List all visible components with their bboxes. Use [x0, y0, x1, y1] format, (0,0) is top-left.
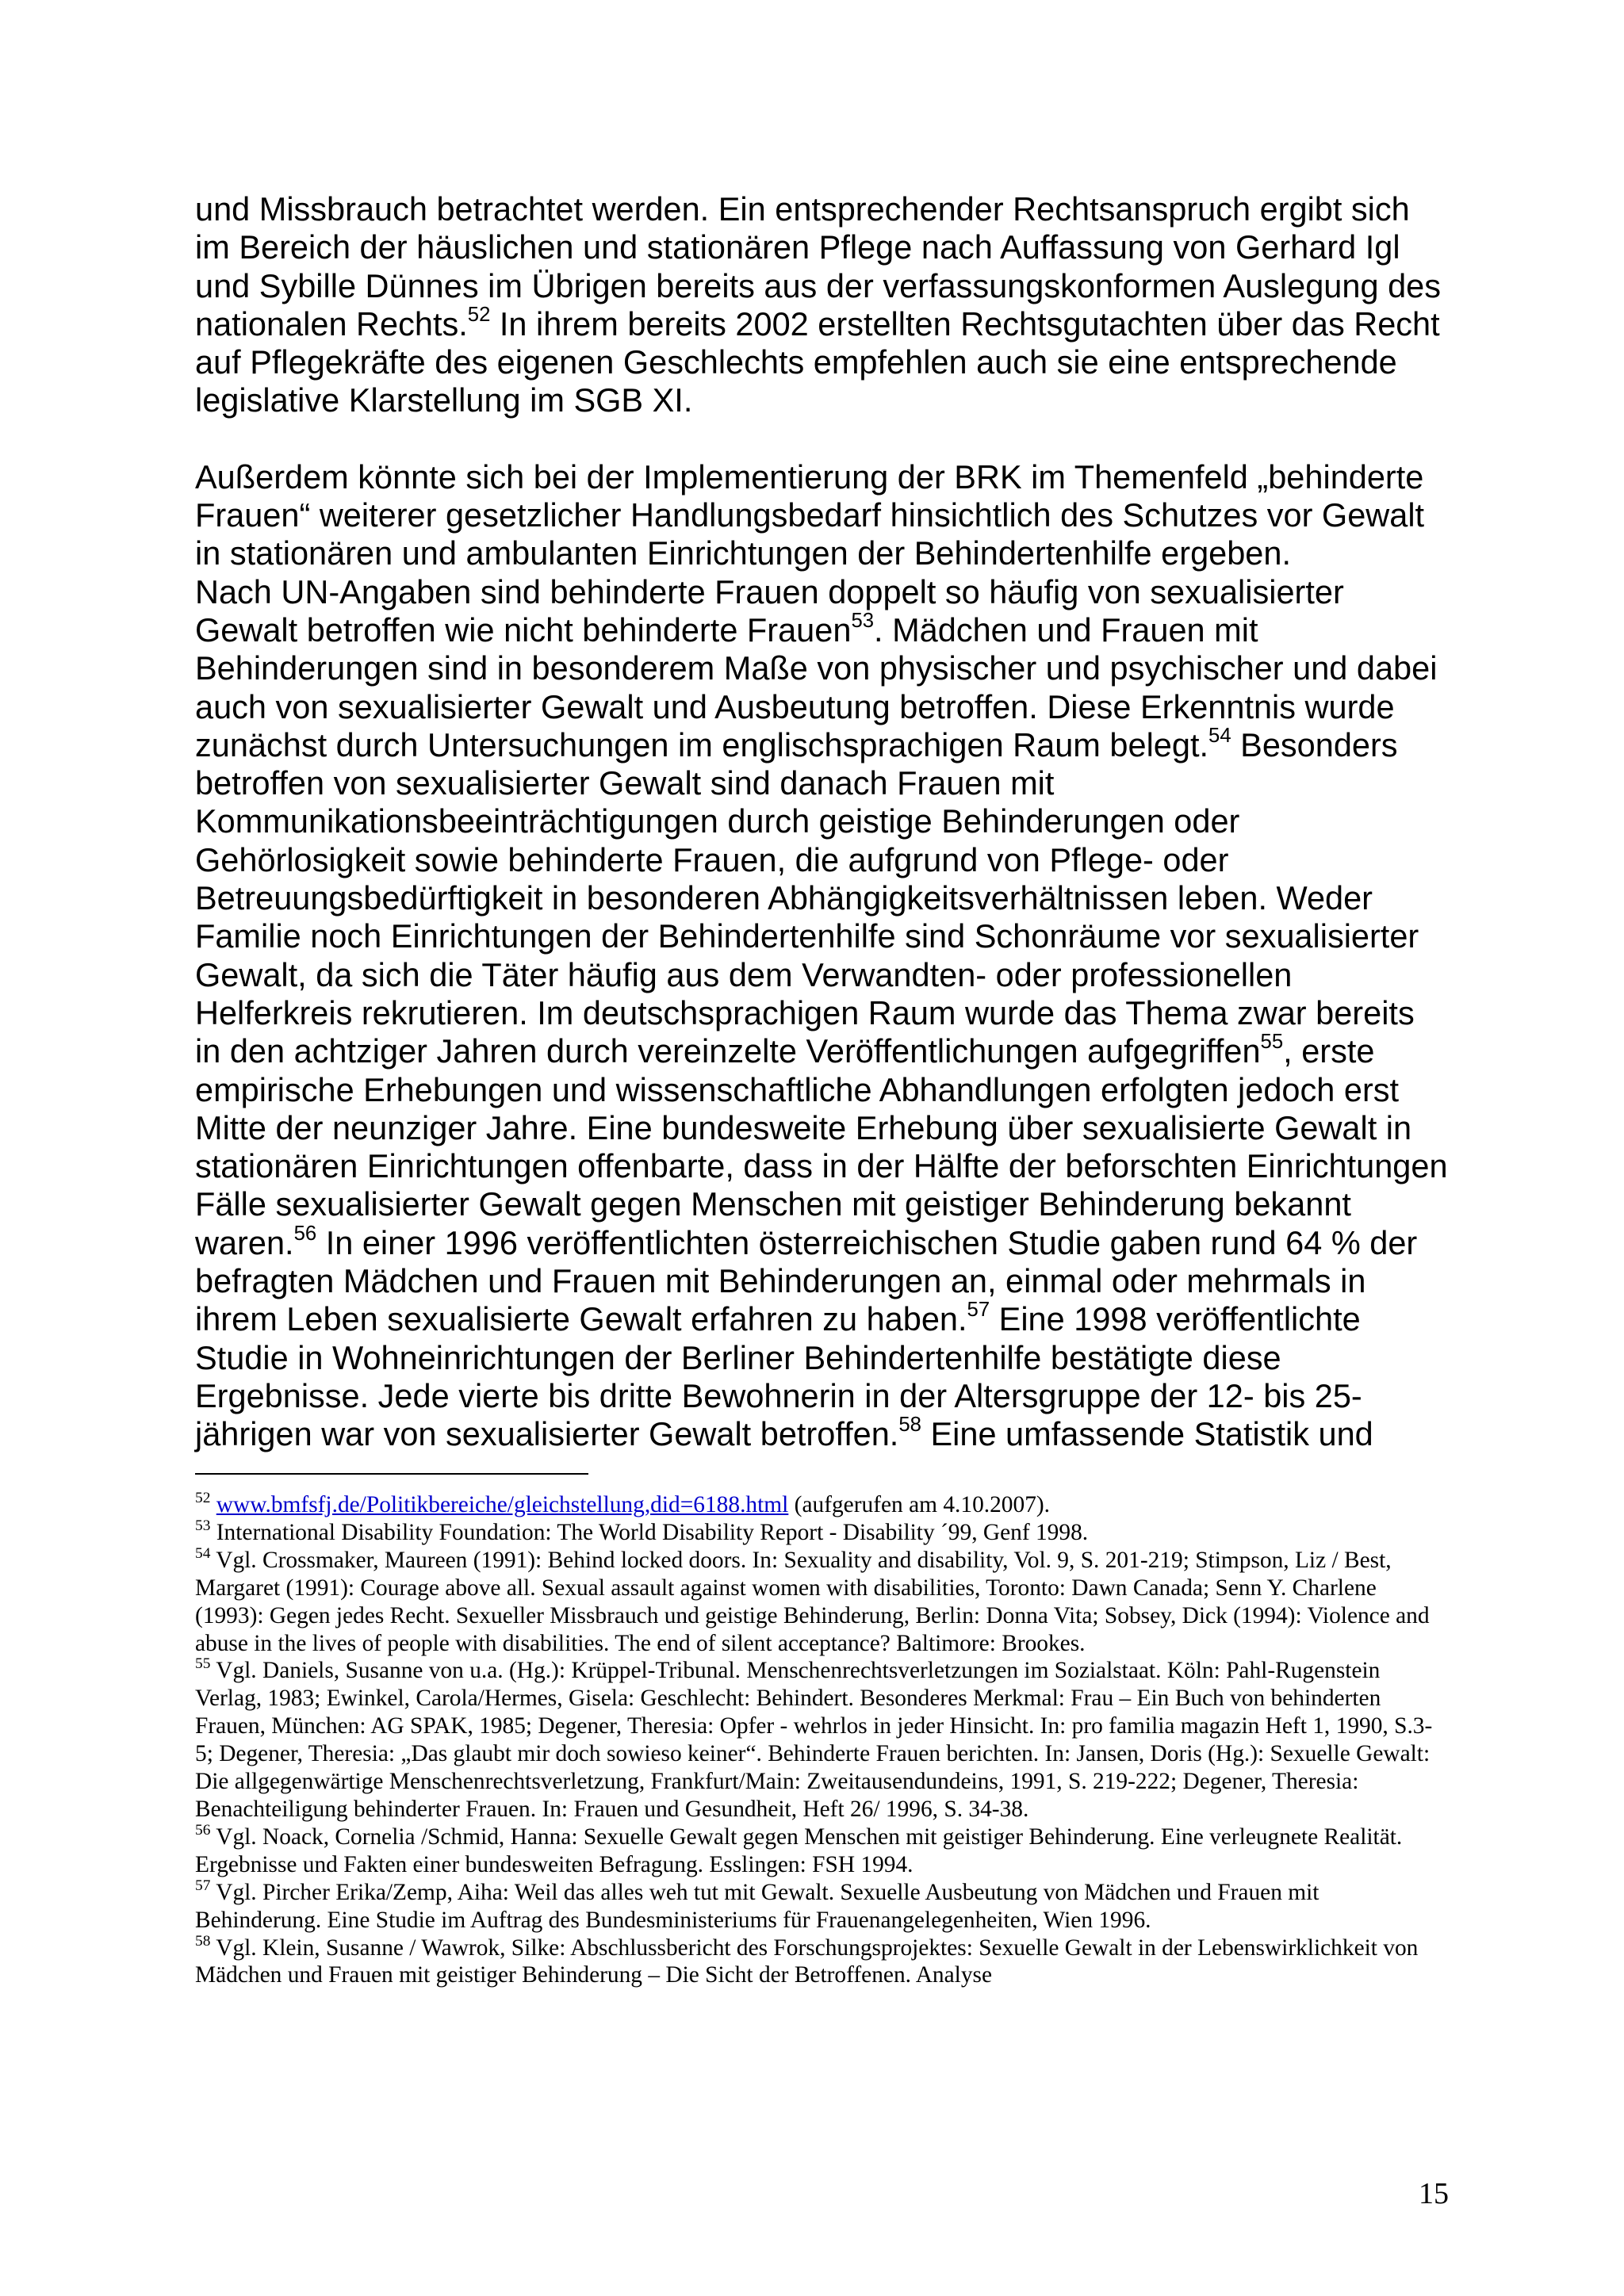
- footnote-56: [195, 1823, 1448, 1879]
- footnote-reference[interactable]: 52: [467, 303, 491, 326]
- body-text-segment: Eine 1998 veröffentlichte Studie in Wohneinrichtungen der Berliner Behindertenhilfe bestätigte diese Ergebnisse. Jede vierte bis dritte Bewohnerin in der Altersgruppe der 12- bis 25-jährigen war von sexualisierter Gewalt betroffen.: [195, 1300, 1362, 1453]
- footnote-54: [195, 1544, 1448, 1658]
- footnote-58: [195, 1934, 1448, 1990]
- footnote-reference[interactable]: 56: [293, 1222, 317, 1245]
- body-text-segment: Nach UN-Angaben sind behinderte Frauen doppelt so häufig von sexualisierter Gewalt betroffen wie nicht behinderte Frauen: [195, 572, 1344, 649]
- footnote-number: 56: [195, 1821, 211, 1839]
- footnote-52: [195, 1491, 1448, 1519]
- footnote-text: International Disability Foundation: The World Disability Report - Disability ´99, Genf 1998.: [216, 1519, 1089, 1545]
- body-text-segment: Außerdem könnte sich bei der Implementierung der BRK im Themenfeld „behinderte Frauen“ weiterer gesetzlicher Handlungsbedarf hinsichtlich des Schutzes vor Gewalt in stationären und ambulanten Einrichtungen der Behindertenhilfe ergeben.: [195, 457, 1425, 572]
- footnote-reference[interactable]: 54: [1208, 724, 1231, 747]
- body-text-segment: und Missbrauch betrachtet werden. Ein entsprechender Rechtsanspruch ergibt sich im Bereich der häuslichen und stationären Pflege nach Auffassung von Gerhard Igl und Sybille Dünnes im Übrigen bereits aus der verfassungskonformen Auslegung des nationalen Rechts.: [195, 190, 1441, 342]
- main-text: [195, 190, 1448, 1454]
- footnote-text: Vgl. Pircher Erika/Zemp, Aiha: Weil das alles weh tut mit Gewalt. Sexuelle Ausbeutung von Mädchen und Frauen mit Behinderung. Eine Studie im Auftrag des Bundesministeriums für Frauenangelegenheiten, Wien 1996.: [195, 1879, 1320, 1933]
- footnote-link[interactable]: www.bmfsfj.de/Politikbereiche/gleichstellung,did=6188.html: [216, 1492, 789, 1517]
- footnote-text: (aufgerufen am 4.10.2007).: [788, 1492, 1051, 1517]
- footnote-number: 57: [195, 1877, 211, 1894]
- footnote-reference[interactable]: 55: [1260, 1031, 1284, 1054]
- footnote-number: 55: [195, 1655, 211, 1673]
- footnote-55: [195, 1657, 1448, 1823]
- footnote-text: Vgl. Klein, Susanne / Wawrok, Silke: Abschlussbericht des Forschungsprojektes: Sexuelle Gewalt in der Lebenswirklichkeit von Mädchen und Frauen mit geistiger Behinderung – Die Sicht der Betroffenen. Analyse: [195, 1934, 1419, 1988]
- body-paragraph: [195, 190, 1448, 420]
- footnote-separator: [195, 1473, 588, 1475]
- footnote-reference[interactable]: 57: [967, 1299, 990, 1322]
- footnote-57: [195, 1879, 1448, 1934]
- footnote-text: Vgl. Daniels, Susanne von u.a. (Hg.): Krüppel-Tribunal. Menschenrechtsverletzungen im Sozialstaat. Köln: Pahl-Rugenstein Verlag, 1983; Ewinkel, Carola/Hermes, Gisela: Geschlecht: Behindert. Besonderes Merkmal: Frau – Ein Buch von behinderten Frauen, München: AG SPAK, 1985; Degener, Theresia: Opfer - wehrlos in jeder Hinsicht. In: pro familia magazin Heft 1, 1990, S.3-5; Degener, Theresia: „Das glaubt mir doch sowieso keiner“. Behinderte Frauen berichten. In: Jansen, Doris (Hg.): Sexuelle Gewalt: Die allgegenwärtige Menschenrechtsverletzung, Frankfurt/Main: Zweitausendundeins, 1991, S. 219-222; Degener, Theresia: Benachteiligung behinderter Frauen. In: Frauen und Gesundheit, Heft 26/ 1996, S. 34-38.: [195, 1658, 1433, 1822]
- footnote-reference[interactable]: 58: [898, 1414, 921, 1437]
- body-text-segment: Besonders betroffen von sexualisierter Gewalt sind danach Frauen mit Kommunikationsbeeinträchtigungen durch geistige Behinderungen oder Gehörlosigkeit sowie behinderte Frauen, die aufgrund von Pflege- oder Betreuungsbedürftigkeit in besonderen Abhängigkeitsverhältnissen leben. Weder Familie noch Einrichtungen der Behindertenhilfe sind Schonräume vor sexualisierter Gewalt, da sich die Täter häufig aus dem Verwandten- oder professionellen Helferkreis rekrutieren. Im deutschsprachigen Raum wurde das Thema zwar bereits in den achtziger Jahren durch vereinzelte Veröffentlichungen aufgegriffen: [195, 725, 1419, 1070]
- footnote-number: 54: [195, 1544, 211, 1562]
- body-text-segment: , erste empirische Erhebungen und wissenschaftliche Abhandlungen erfolgten jedoch erst Mitte der neunziger Jahre. Eine bundesweite Erhebung über sexualisierte Gewalt in stationären Einrichtungen offenbarte, dass in der Hälfte der beforschten Einrichtungen Fälle sexualisierter Gewalt gegen Menschen mit geistiger Behinderung bekannt waren.: [195, 1032, 1448, 1261]
- footnote-text: Vgl. Noack, Cornelia /Schmid, Hanna: Sexuelle Gewalt gegen Menschen mit geistiger Behinderung. Eine verleugnete Realität. Ergebnisse und Fakten einer bundesweiten Befragung. Esslingen: FSH 1994.: [195, 1823, 1403, 1877]
- body-text-segment: . Mädchen und Frauen mit Behinderungen sind in besonderem Maße von physischer und psychischer und dabei auch von sexualisierter Gewalt und Ausbeutung betroffen. Diese Erkenntnis wurde zunächst durch Untersuchungen im englischsprachigen Raum belegt.: [195, 610, 1438, 763]
- footnote-number: 52: [195, 1489, 211, 1506]
- footnote-number: 58: [195, 1932, 211, 1950]
- footnotes: [195, 1491, 1448, 1989]
- footnote-reference[interactable]: 53: [851, 609, 875, 632]
- body-text-segment: Eine umfassende Statistik und: [921, 1415, 1373, 1453]
- page-number: 15: [1419, 2177, 1449, 2210]
- body-text-segment: In ihrem bereits 2002 erstellten Rechtsgutachten über das Recht auf Pflegekräfte des eigenen Geschlechts empfehlen auch sie eine entsprechende legislative Klarstellung im SGB XI.: [195, 304, 1440, 419]
- footnote-53: [195, 1519, 1448, 1547]
- footnote-text: Vgl. Crossmaker, Maureen (1991): Behind locked doors. In: Sexuality and disability, Vol. 9, S. 201-219; Stimpson, Liz / Best, Margaret (1991): Courage above all. Sexual assault against women with disabilities, Toronto: Dawn Canada; Senn Y. Charlene (1993): Gegen jedes Recht. Sexueller Missbrauch und geistige Behinderung, Berlin: Donna Vita; Sobsey, Dick (1994): Violence and abuse in the lives of people with disabilities. The end of silent acceptance? Baltimore: Brookes.: [195, 1547, 1430, 1656]
- body-text-segment: In einer 1996 veröffentlichten österreichischen Studie gaben rund 64 % der befragten Mädchen und Frauen mit Behinderungen an, einmal oder mehrmals in ihrem Leben sexualisierte Gewalt erfahren zu haben.: [195, 1223, 1418, 1338]
- footnote-number: 53: [195, 1517, 211, 1534]
- body-paragraph: [195, 458, 1448, 1454]
